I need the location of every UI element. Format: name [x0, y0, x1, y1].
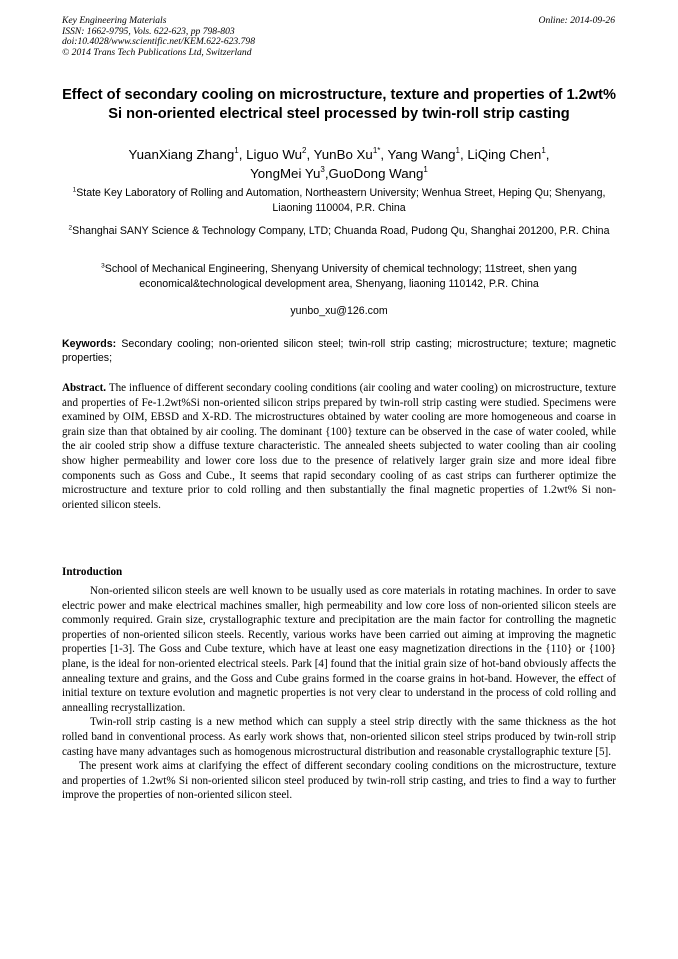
- doi-line: doi:10.4028/www.scientific.net/KEM.622-623.798: [62, 36, 256, 48]
- abstract-label: Abstract.: [62, 382, 107, 394]
- author-list: [62, 145, 616, 183]
- author: YuanXiang Zhang$^1$,: [128, 145, 247, 162]
- section-heading-introduction: Introduction: [62, 566, 123, 578]
- affiliation-1: $^1$State Key Laboratory of Rolling and Automation, Northeastern University; Wenhua Street, Heping Qu; Shenyang, Liaoning 110004, P.R. China: [72, 186, 606, 214]
- affiliation-2: $^2$Shanghai SANY Science & Technology Company, LTD; Chuanda Road, Pudong Qu, Shanghai 201200, P.R. China: [68, 224, 610, 237]
- author: Liguo Wu$^2$,: [246, 145, 314, 162]
- author: Yang Wang$^1$,: [387, 145, 468, 162]
- paragraph: The present work aims at clarifying the effect of different secondary cooling conditions on the microstructure, texture and properties of 1.2wt% Si non-oriented silicon steel produced by twin-roll strip casting, and tries to find a way to further improve the properties of non-oriented silicon steel.: [62, 760, 616, 802]
- online-date: Online: 2014-09-26: [538, 15, 615, 26]
- introduction-body: [62, 584, 616, 803]
- corresponding-email[interactable]: yunbo_xu@126.com: [290, 305, 388, 317]
- paper-title: Effect of secondary cooling on microstructure, texture and properties of 1.2wt% Si non-oriented electrical steel processed by twin-roll strip casting: [62, 87, 616, 122]
- keywords-label: Keywords:: [62, 338, 117, 350]
- author: YongMei Yu$^3$,: [250, 164, 329, 181]
- paragraph: Twin-roll strip casting is a new method which can supply a steel strip directly with the same thickness as the hot rolled band in conventional process. As early work shows that, non-oriented silicon steel strips produced by twin-roll strip casting have many advantages such as homogenous microstructural distribution and reasonable crystallographic texture [5].: [62, 716, 616, 758]
- keywords-text: Secondary cooling; non-oriented silicon steel; twin-roll strip casting; microstructure; texture; magnetic properties;: [62, 338, 616, 365]
- copyright-line: © 2014 Trans Tech Publications Ltd, Switzerland: [62, 46, 252, 58]
- keywords: [62, 337, 616, 366]
- abstract-text: The influence of different secondary cooling conditions (air cooling and water cooling) on microstructure, texture and properties of Fe-1.2wt%Si non-oriented silicon strips prepared by twin-roll strip casting were studied. Specimens were examined by OIM, EBSD and X-RD. The microstructures obtained by water cooling are more homogeneous and coarse in grain size than that obtained by air cooling. The dominant {100} texture can be observed in the case of water cooled, while the air cooled strip show a diffuse texture characteristic. The annealed sheets subjected to water cooling than air cooling show higher permeability and lower core loss due to the presence of relatively larger grain size and more ideal fibre components such as Goss and Cube., It seems that rapid secondary cooling of as cast strips can furtherer optimize the microstructure and texture prior to cold rolling and then substantially the final magnetic properties of 1.2wt% Si non-oriented silicon steels.: [62, 382, 616, 511]
- journal-name: Key Engineering Materials: [62, 15, 167, 26]
- author: YunBo $Xu^{1*}$,: [313, 145, 388, 162]
- author: LiQing Chen$^1$,: [467, 145, 550, 162]
- paragraph: Non-oriented silicon steels are well known to be usually used as core materials in rotating machines. In order to save electric power and make electrical machines smaller, high permeability and low core loss of non-oriented silicon steels are commonly required. Grain size, crystallographic texture and precipitation are the main factor for controlling the magnetic properties of non-oriented silicon steels. Recently, various works have been carried out aiming at improving the magnetic properties [1-3]. The Goss and Cube texture, which have at least one easy magnetization directions in the {110} or {100} plane, is the ideal for non-oriented electrical steels. Park [4] found that the initial grain size of hot-band obviously affects the annealing texture and grains, and the Goss and Cube grains formed in the coarse grains in hot-band. However, the effect of initial texture on texture evolution and magnetic properties is not very clear to understand in the process of cold rolling and annealling recrystallization.: [62, 585, 616, 714]
- journal-header: [62, 16, 255, 58]
- author: GuoDong Wang$^1$: [328, 164, 428, 181]
- affiliation-3: $^3$School of Mechanical Engineering, Shenyang University of chemical technology; 11street, shen yang economical&technological development area, Shenyang, liaoning 110142, P.R. China: [101, 262, 577, 290]
- abstract: [62, 381, 616, 512]
- issn-line: ISSN: 1662-9795, Vols. 622-623, pp 798-803: [62, 25, 235, 37]
